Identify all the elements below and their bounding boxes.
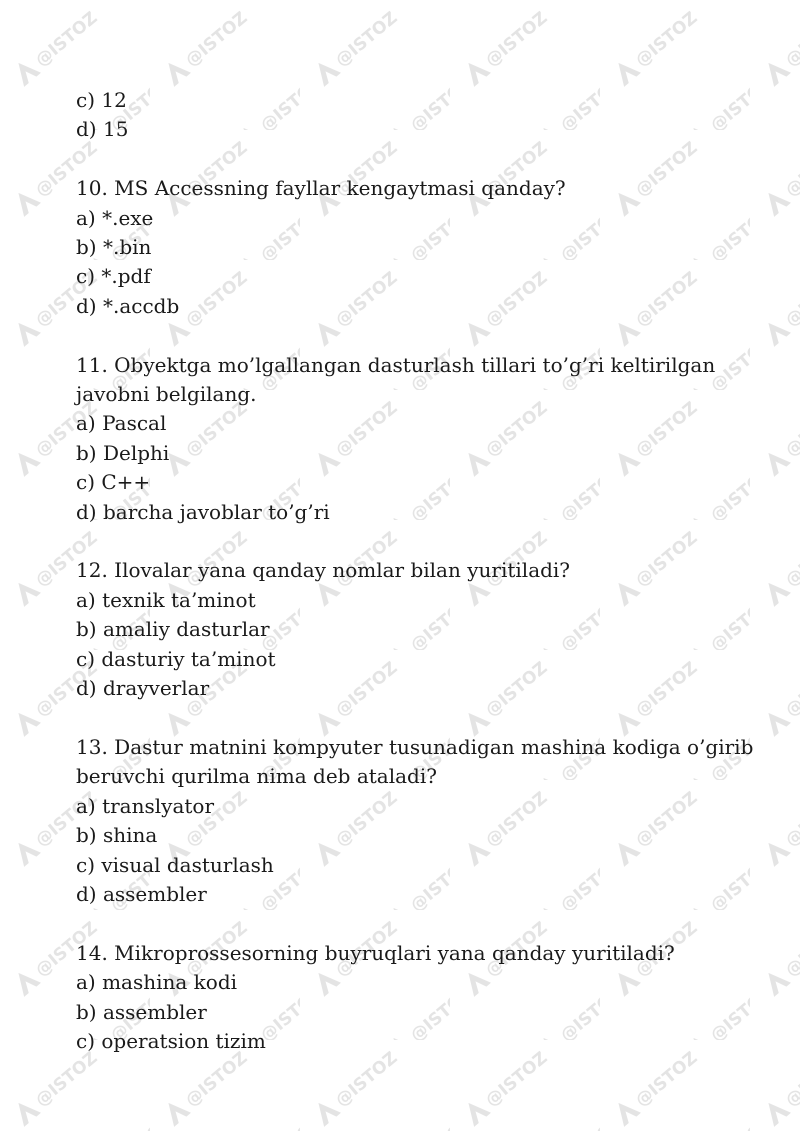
option: b) amaliy dasturlar (76, 617, 270, 642)
option: d) assembler (76, 881, 207, 906)
option: a) texnik ta’minot (76, 587, 256, 612)
option: c) dasturiy ta’minot (76, 646, 276, 671)
continued-options (76, 86, 760, 145)
option: d) barcha javoblar to’g’ri (76, 499, 330, 524)
option: d) drayverlar (76, 676, 210, 701)
quiz-content (76, 86, 760, 1056)
option: a) mashina kodi (76, 970, 238, 995)
option: c) operatsion tizim (76, 1028, 266, 1053)
option: c) C++ (76, 470, 151, 495)
question-12: 12. Ilovalar yana qanday nomlar bilan yuritiladi? (76, 558, 571, 583)
option: b) shina (76, 823, 158, 848)
option: d) *.accdb (76, 293, 180, 318)
option: a) *.exe (76, 205, 154, 230)
option: b) *.bin (76, 235, 152, 260)
question-13: 13. Dastur matnini kompyuter tusunadigan mashina kodiga o’girib beruvchi qurilma nima deb ataladi? (76, 734, 754, 789)
question-14: 14. Mikroprossesorning buyruqlari yana qanday yuritiladi? (76, 940, 675, 965)
option: c) 12 (76, 88, 127, 112)
option: b) assembler (76, 999, 207, 1024)
option: d) 15 (76, 117, 129, 142)
question-10: 10. MS Accessning fayllar kengaytmasi qanday? (76, 176, 566, 201)
option: a) translyator (76, 793, 215, 818)
option: c) visual dasturlash (76, 852, 274, 877)
option: a) Pascal (76, 411, 167, 436)
option: b) Delphi (76, 440, 170, 465)
option: c) *.pdf (76, 264, 151, 289)
question-11: 11. Obyektga mo’lgallangan dasturlash tillari to’g’ri keltirilgan javobni belgilang. (76, 352, 716, 407)
